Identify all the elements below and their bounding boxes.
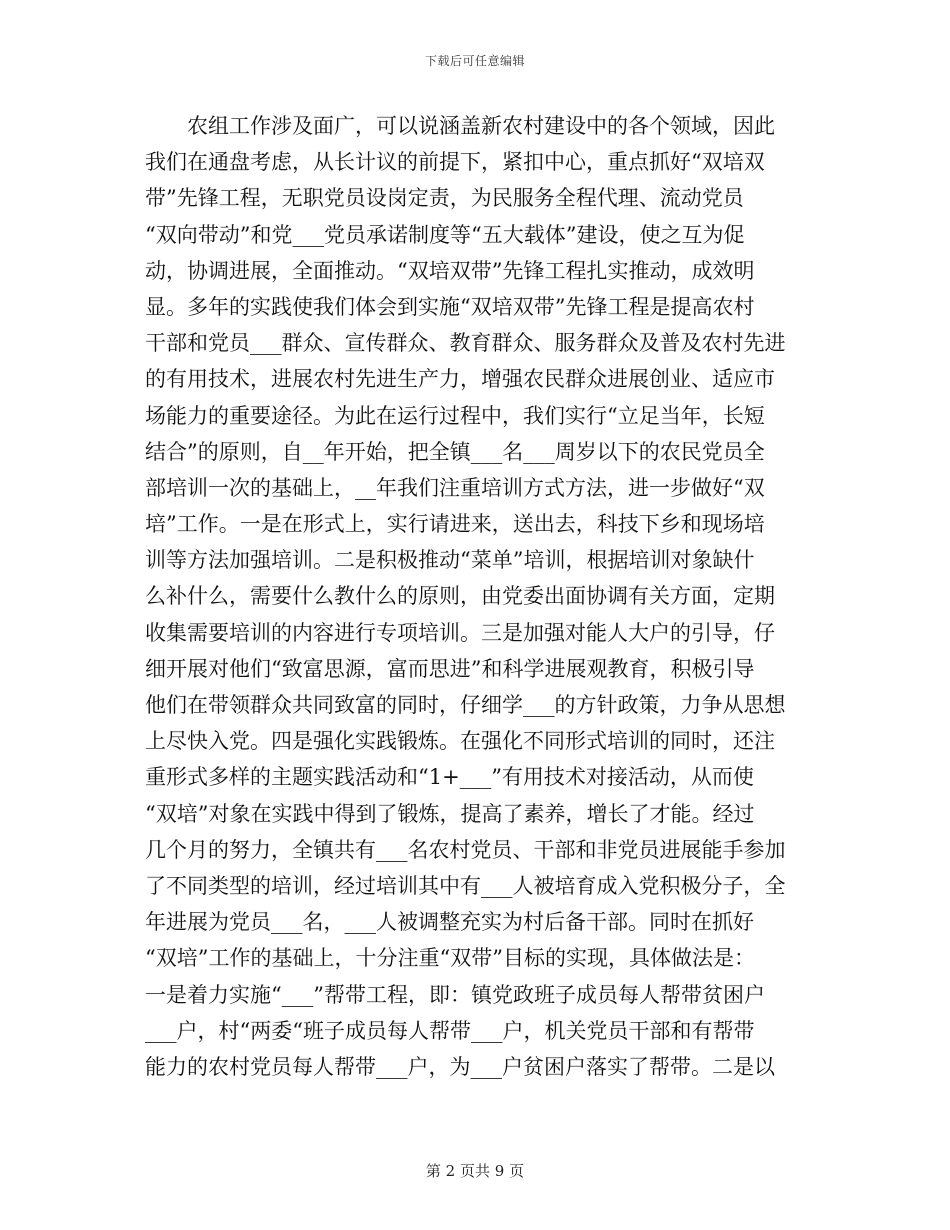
text-line: 了不同类型的培训，经过培训其中有___人被培育成入党积极分子，全 xyxy=(145,873,786,898)
text-line: 几个月的努力，全镇共有___名农村党员、干部和非党员进展能手参加 xyxy=(145,837,786,862)
page-header: 下载后可任意编辑 xyxy=(424,54,525,68)
text-line: 上尽快入党。四是强化实践锻炼。在强化不同形式培训的同时，还注 xyxy=(145,729,775,754)
body-text xyxy=(145,108,805,1085)
text-line: 农组工作涉及面广，可以说涵盖新农村建设中的各个领域，因此 xyxy=(187,114,775,138)
text-line: 部培训一次的基础上，__年我们注重培训方式方法，进一步做好“双 xyxy=(145,475,765,500)
text-line: ___户，村“两委“班子成员每人帮带___户，机关党员干部和有帮带 xyxy=(145,1018,755,1043)
text-line: 他们在带领群众共同致富的同时，仔细学___的方针政策，力争从思想 xyxy=(145,693,786,717)
text-line: 我们在通盘考虑，从长计议的前提下，紧扣中心，重点抓好“双培双 xyxy=(145,150,765,175)
text-line: 的有用技术，进展农村先进生产力，增强农民群众进展创业、适应市 xyxy=(145,367,775,392)
text-line: 带”先锋工程，无职党员设岗定责，为民服务全程代理、流动党员 xyxy=(145,186,744,211)
text-line: 能力的农村党员每人帮带___户，为___户贫困户落实了帮带。二是以 xyxy=(145,1054,775,1079)
text-line: “双培”工作的基础上，十分注重“双带”目标的实现，具体做法是： xyxy=(145,946,755,971)
text-line: 显。多年的实践使我们体会到实施“双培双带”先锋工程是提高农村 xyxy=(145,294,755,319)
text-line: 干部和党员___群众、宣传群众、教育群众、服务群众及普及农村先进 xyxy=(145,331,786,356)
text-line: “双培”对象在实践中得到了锻炼，提高了素养，增长了才能。经过 xyxy=(145,801,755,826)
text-line: 年进展为党员___名，___人被调整充实为村后备干部。同时在抓好 xyxy=(145,910,754,935)
text-line: 培”工作。一是在形式上，实行请进来，送出去，科技下乡和现场培 xyxy=(145,512,765,537)
text-line: 收集需要培训的内容进行专项培训。三是加强对能人大户的引导，仔 xyxy=(145,620,775,645)
text-line: 训等方法加强培训。二是积极推动“菜单”培训，根据培训对象缺什 xyxy=(145,548,755,573)
text-line: 结合”的原则，自__年开始，把全镇___名___周岁以下的农民党员全 xyxy=(145,439,765,464)
text-line: 一是着力实施“___”帮带工程，即：镇党政班子成员每人帮带贫困户 xyxy=(145,982,765,1007)
text-line: 动，协调进展，全面推动。“双培双带”先锋工程扎实推动，成效明 xyxy=(145,258,755,283)
text-line: 场能力的重要途径。为此在运行过程中，我们实行“立足当年，长短 xyxy=(145,403,765,428)
page-number: 第 2 页共 9 页 xyxy=(425,1162,525,1180)
text-line: “双向带动”和党___党员承诺制度等“五大载体”建设，使之互为促 xyxy=(145,222,745,247)
text-line: 细开展对他们“致富思源，富而思进”和科学进展观教育，积极引导 xyxy=(145,656,755,681)
text-line: 么补什么，需要什么教什么的原则，由党委出面协调有关方面，定期 xyxy=(145,584,775,609)
text-line: 重形式多样的主题实践活动和“1+___”有用技术对接活动，从而使 xyxy=(145,765,754,790)
